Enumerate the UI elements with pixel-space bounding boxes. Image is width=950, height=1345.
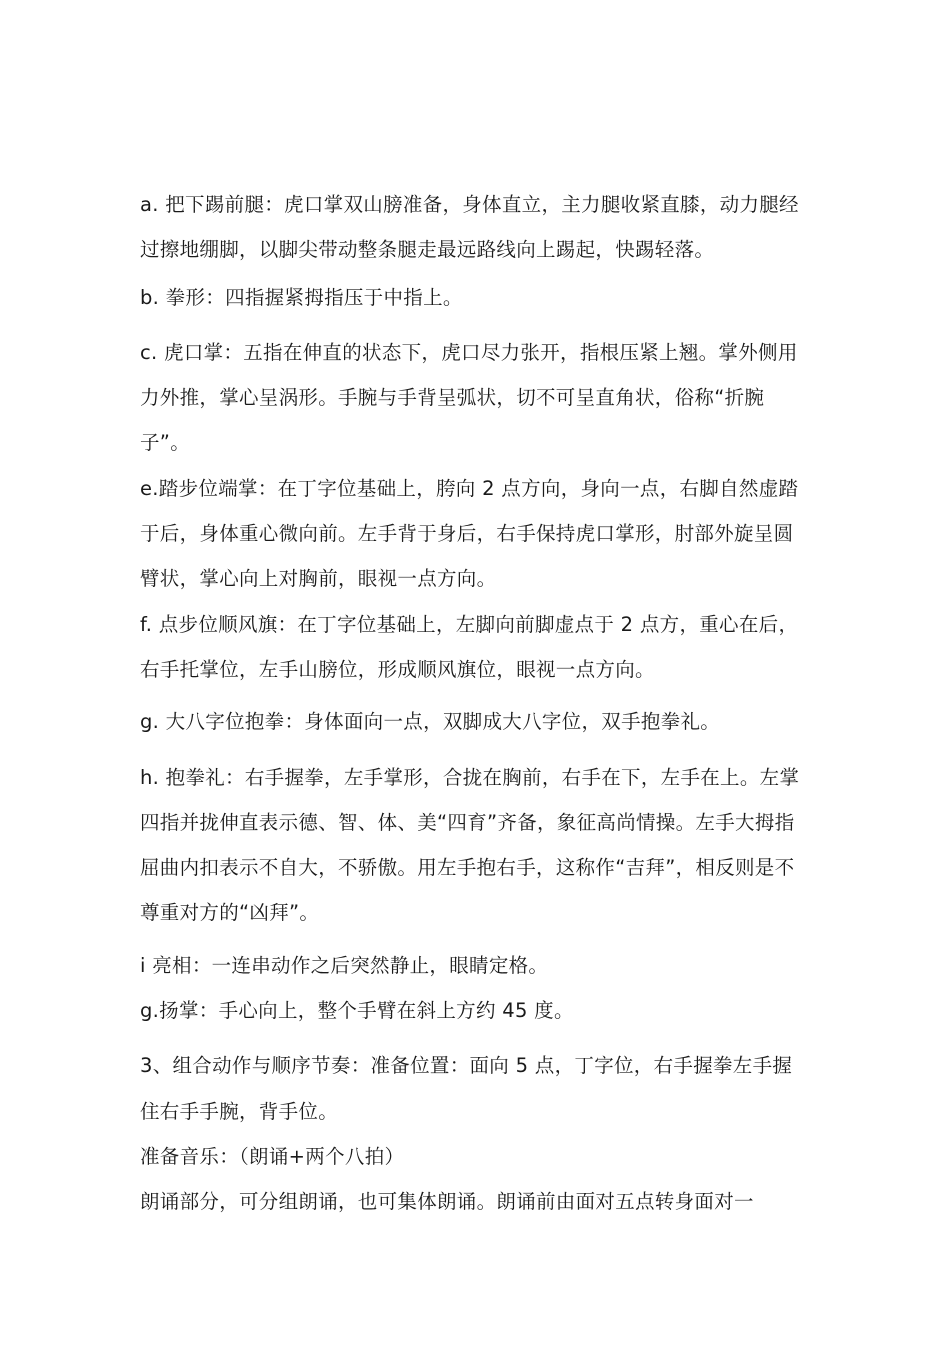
paragraph-recitation: 朗诵部分，可分组朗诵，也可集体朗诵。朗诵前由面对五点转身面对一 (140, 1190, 754, 1214)
paragraph-step-position-palm: e.踏步位端掌：在丁字位基础上，胯向 2 点方向，身向一点，右脚自然虚踏于后，身体重心微向前。左手背于身后，右手保持虎口掌形，肘部外旋呈圆臂状，掌心向上对胸前，眼视一点方向。 (140, 476, 799, 591)
document-body (140, 182, 808, 1225)
paragraph-kick-front-leg: a. 把下踢前腿：虎口掌双山膀准备，身体直立，主力腿收紧直膝，动力腿经过擦地绷脚，以脚尖带动整条腿走最远路线向上踢起，快踢轻落。 (140, 193, 799, 262)
paragraph-fist-salute: h. 抱拳礼：右手握拳，左手掌形，合拢在胸前，右手在下，左手在上。左掌四指并拢伸直表示德、智、体、美“四育”齐备，象征高尚情操。左手大拇指屈曲内扣表示不自大，不骄傲。用左手抱右手，这称作“吉拜”，相反则是不尊重对方的“凶拜”。 (140, 765, 800, 925)
paragraph-pose: i 亮相：一连串动作之后突然静止，眼睛定格。 (140, 953, 549, 977)
paragraph-preparation-music: 准备音乐：（朗诵+两个八拍） (140, 1144, 405, 1168)
paragraph-big-eight-fist: g. 大八字位抱拳：身体面向一点，双脚成大八字位，双手抱拳礼。 (140, 710, 721, 734)
paragraph-point-step-flag: f. 点步位顺风旗：在丁字位基础上，左脚向前脚虚点于 2 点方，重心在后，右手托掌位，左手山膀位，形成顺风旗位，眼视一点方向。 (140, 612, 799, 681)
paragraph-raised-palm: g.扬掌：手心向上，整个手臂在斜上方约 45 度。 (140, 999, 574, 1023)
paragraph-combination-sequence: 3、组合动作与顺序节奏：准备位置：面向 5 点，丁字位，右手握拳左手握住右手手腕，背手位。 (140, 1054, 793, 1123)
paragraph-fist-shape: b. 拳形：四指握紧拇指压于中指上。 (140, 285, 463, 309)
paragraph-tiger-mouth-palm: c. 虎口掌：五指在伸直的状态下，虎口尽力张开，指根压紧上翘。掌外侧用力外推，掌心呈涡形。手腕与手背呈弧状，切不可呈直角状，俗称“折腕子”。 (140, 340, 798, 455)
